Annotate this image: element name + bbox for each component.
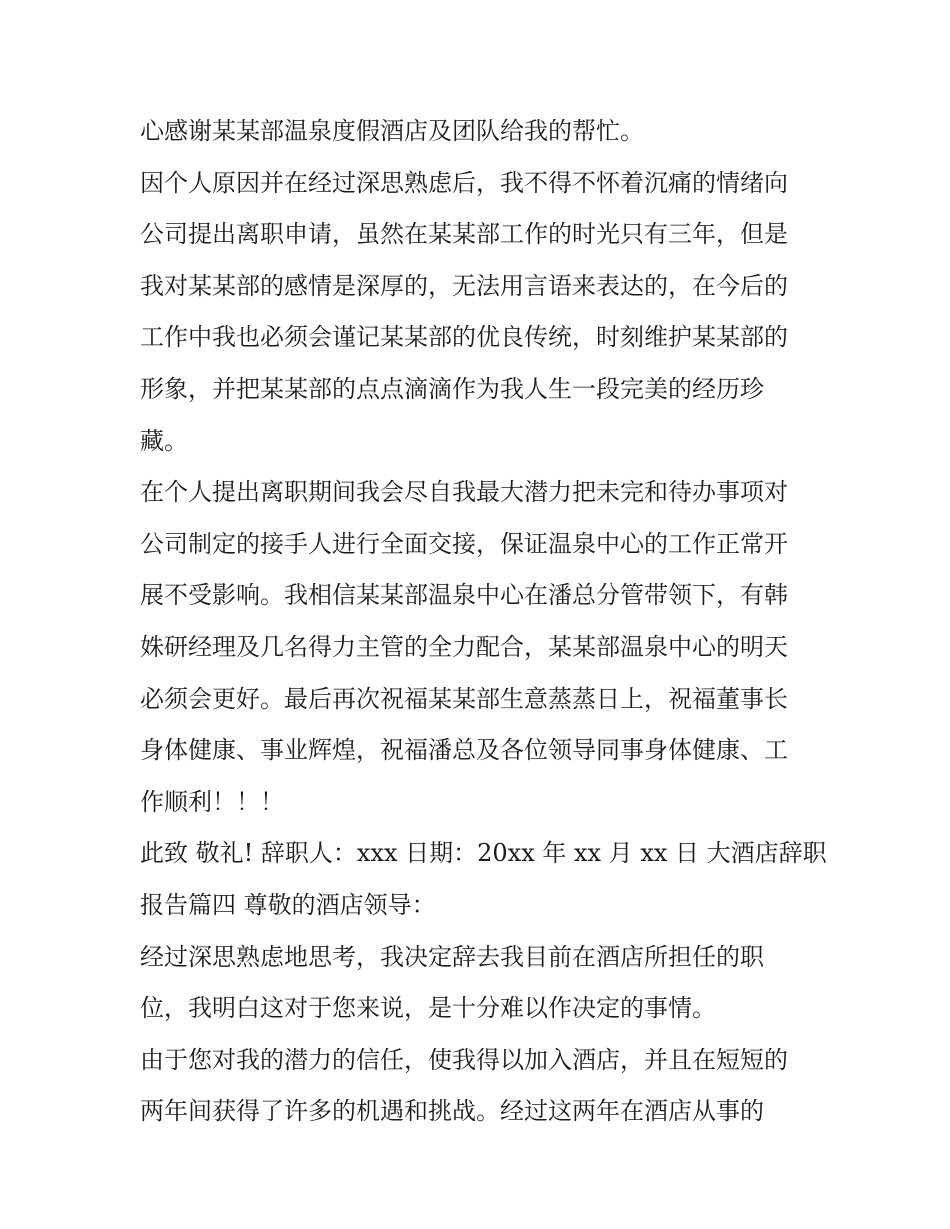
text-line: 报告篇四 尊敬的酒店领导： (140, 890, 436, 919)
text-line: 两年间获得了许多的机遇和挑战。经过这两年在酒店从事的 (140, 1097, 764, 1126)
text-line: 工作中我也必须会谨记某某部的优良传统，时刻维护某某部的 (140, 323, 788, 352)
text-line: 经过深思熟虑地思考，我决定辞去我目前在酒店所担任的职 (140, 942, 764, 971)
text-line: 位，我明白这对于您来说，是十分难以作决定的事情。 (140, 994, 716, 1023)
text-line: 形象，并把某某部的点点滴滴作为我人生一段完美的经历珍 (140, 374, 764, 403)
text-line: 由于您对我的潜力的信任，使我得以加入酒店，并且在短短的 (140, 1045, 788, 1074)
text-line: 我对某某部的感情是深厚的，无法用言语来表达的，在今后的 (140, 271, 788, 300)
text-line: 姝研经理及几名得力主管的全力配合，某某部温泉中心的明天 (140, 632, 788, 661)
text-line: 作顺利！！！ (140, 787, 284, 816)
text-line: 展不受影响。我相信某某部温泉中心在潘总分管带领下，有韩 (140, 581, 788, 610)
text-line: 身体健康、事业辉煌，祝福潘总及各位领导同事身体健康、工 (140, 736, 788, 765)
text-line: 藏。 (140, 426, 188, 455)
document-body (140, 106, 827, 1138)
text-line: 公司提出离职申请，虽然在某某部工作的时光只有三年，但是 (140, 220, 788, 249)
text-line: 在个人提出离职期间我会尽自我最大潜力把未完和待办事项对 (140, 478, 788, 507)
text-line: 公司制定的接手人进行全面交接，保证温泉中心的工作正常开 (140, 529, 788, 558)
text-line: 心感谢某某部温泉度假酒店及团队给我的帮忙。 (140, 117, 644, 145)
text-line: 必须会更好。最后再次祝福某某部生意蒸蒸日上，祝福董事长 (140, 684, 788, 713)
text-line: 因个人原因并在经过深思熟虑后，我不得不怀着沉痛的情绪向 (140, 168, 788, 197)
text-line: 此致 敬礼! 辞职人：xxx 日期：20xx 年 xx 月 xx 日 大酒店辞职 (140, 839, 827, 868)
